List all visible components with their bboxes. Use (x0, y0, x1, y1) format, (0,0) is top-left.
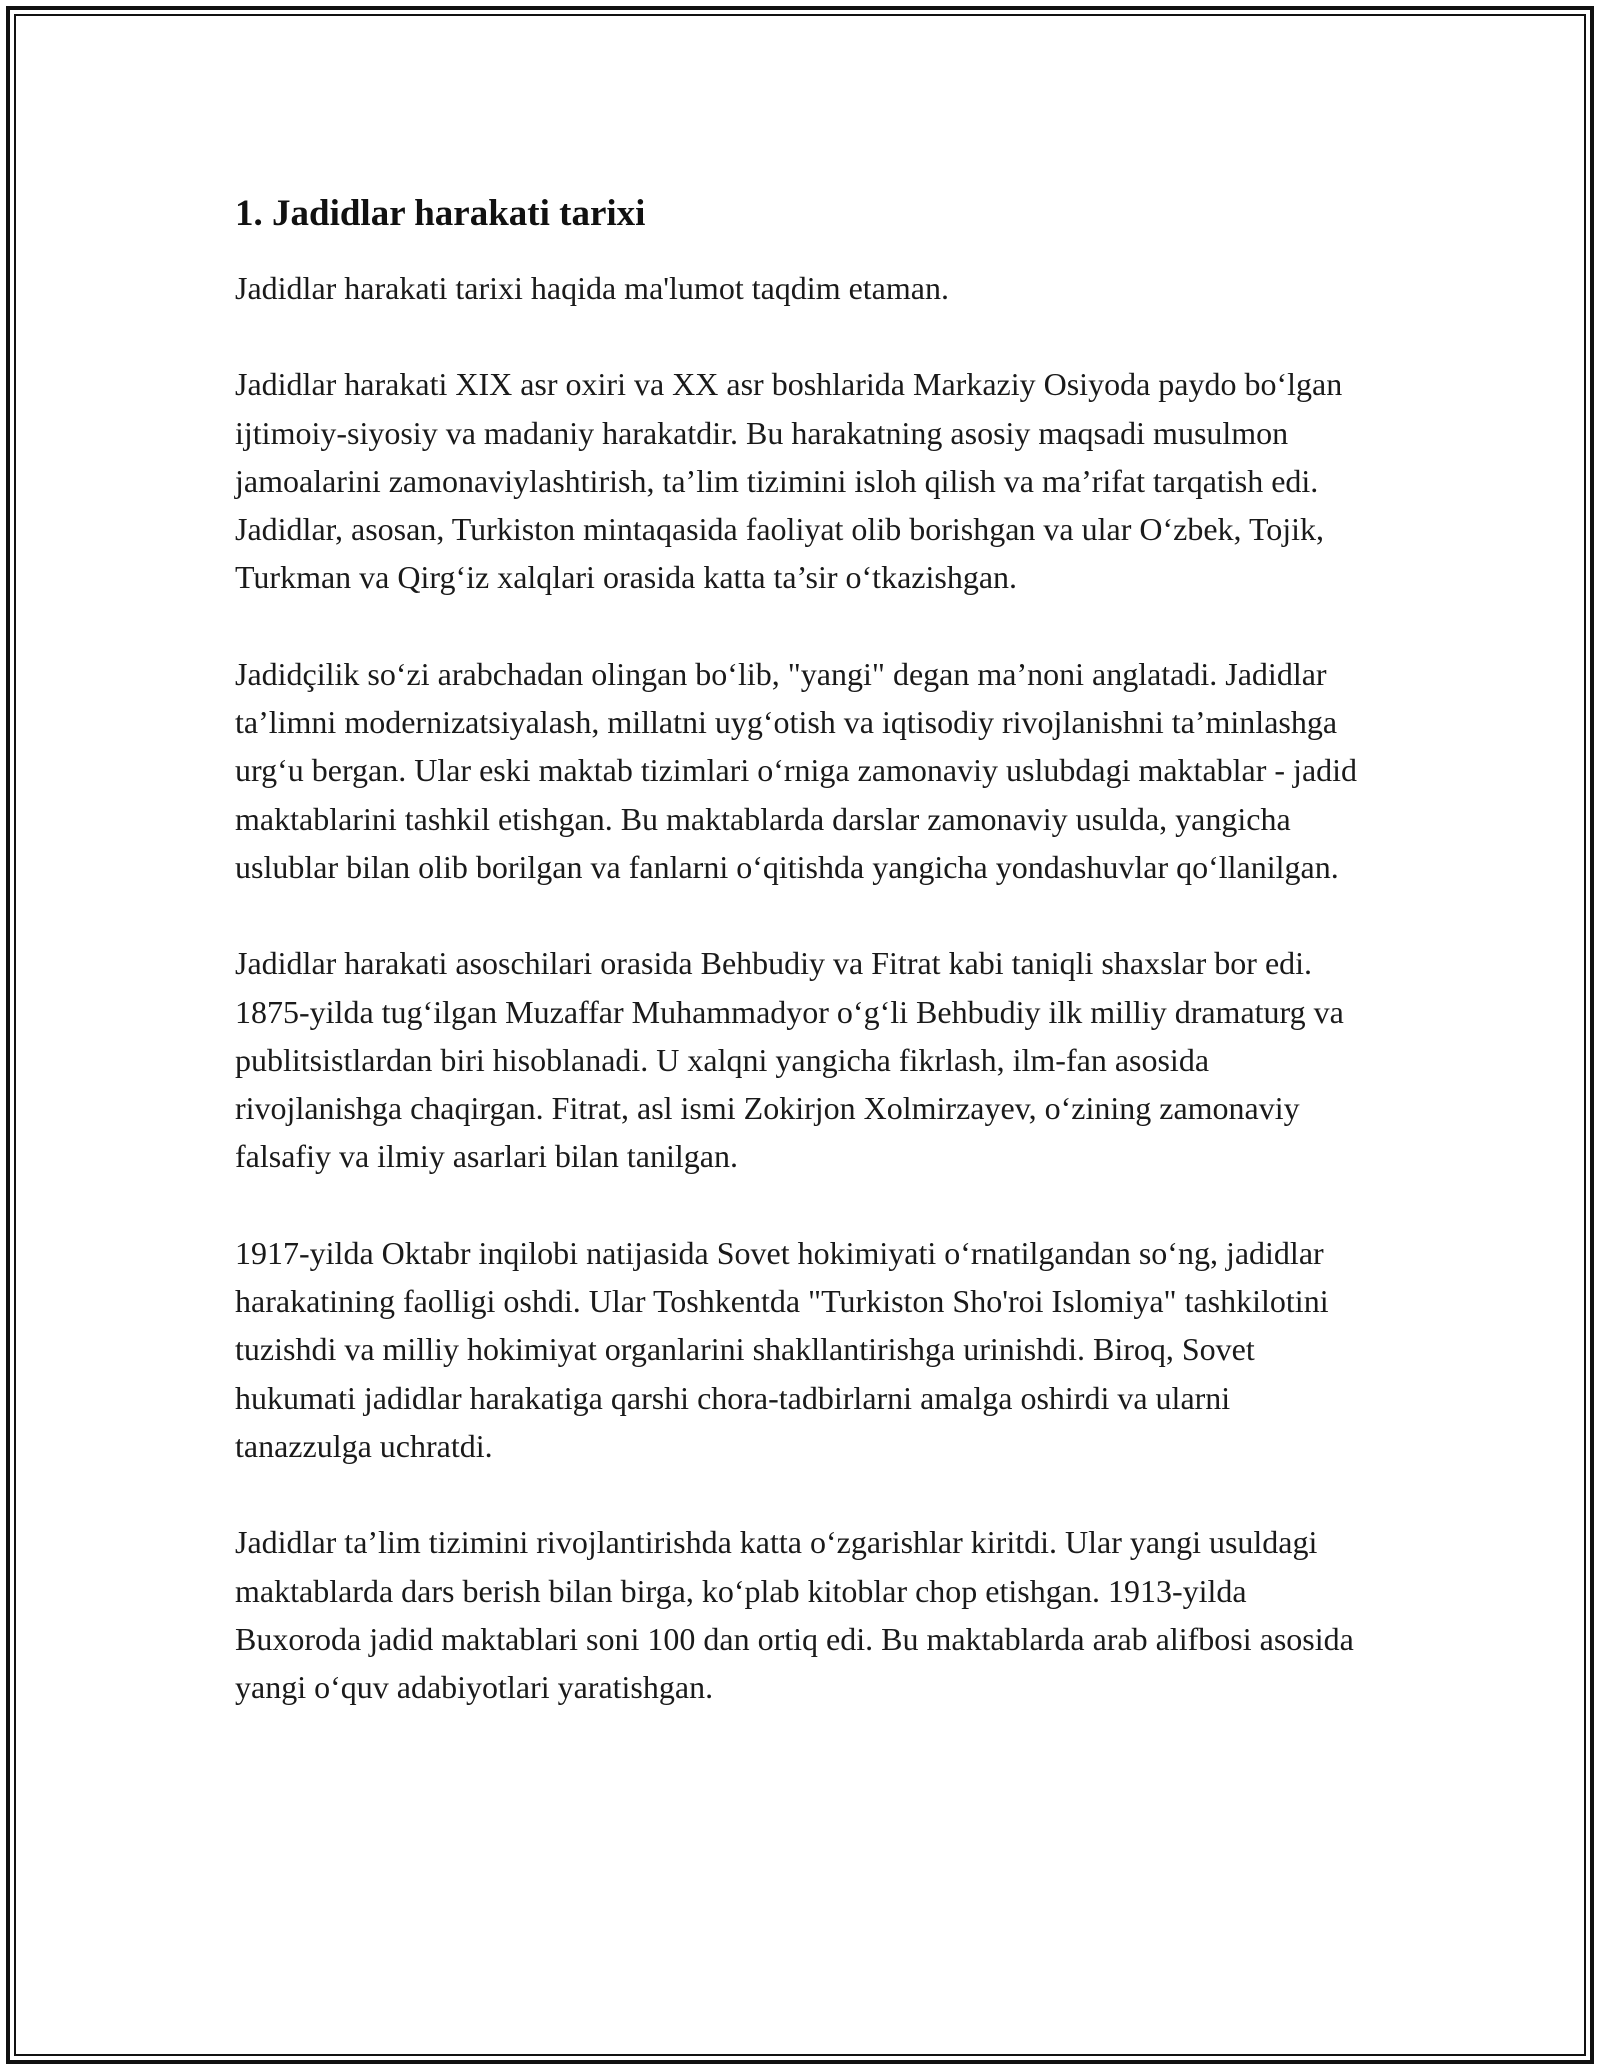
paragraph-soviet-era: 1917-yilda Oktabr inqilobi natijasida Sovet hokimiyati o‘rnatilgandan so‘ng, jadidlar harakatining faolligi oshdi. Ular Toshkentda "Turkiston Sho'roi Islomiya" tashkilotini tuzishdi va milliy hokimiyat organlarini shakllantirishga urinishdi. Biroq, Sovet hukumati jadidlar harakatiga qarshi chora-tadbirlarni amalga oshirdi va ularni tanazzulga uchratdi. (235, 1234, 1329, 1464)
document-title: 1. Jadidlar harakati tarixi (235, 193, 646, 234)
paragraph-origins: Jadidlar harakati XIX asr oxiri va XX asr boshlarida Markaziy Osiyoda paydo bo‘lgan ijtimoiy-siyosiy va madaniy harakatdir. Bu harakatning asosiy maqsadi musulmon jamoalarini zamonaviylashtirish, ta’lim tizimini isloh qilish va ma’rifat tarqatish edi. Jadidlar, asosan, Turkiston mintaqasida faoliyat olib borishgan va ular O‘zbek, Tojik, Turkman va Qirg‘iz xalqlari orasida katta ta’sir o‘tkazishgan. (235, 366, 1343, 596)
paragraph-intro: Jadidlar harakati tarixi haqida ma'lumot taqdim etaman. (235, 270, 949, 306)
paragraph-founders: Jadidlar harakati asoschilari orasida Behbudiy va Fitrat kabi taniqli shaxslar bor edi. 1875-yilda tug‘ilgan Muzaffar Muhammadyor o‘g‘li Behbudiy ilk milliy dramaturg va publitsistlardan biri hisoblanadi. U xalqni yangicha fikrlash, ilm-fan asosida rivojlanishga chaqirgan. Fitrat, asl ismi Zokirjon Xolmirzayev, o‘zining zamonaviy falsafiy va ilmiy asarlari bilan tanilgan. (235, 945, 1344, 1175)
document-body (235, 190, 1365, 1759)
paragraph-meaning: Jadidçilik so‘zi arabchadan olingan bo‘lib, "yangi" degan ma’noni anglatadi. Jadidlar ta’limni modernizatsiyalash, millatni uyg‘otish va iqtisodiy rivojlanishni ta’minlashga urg‘u bergan. Ular eski maktab tizimlari o‘rniga zamonaviy uslubdagi maktablar - jadid maktablarini tashkil etishgan. Bu maktablarda darslar zamonaviy usulda, yangicha uslublar bilan olib borilgan va fanlarni o‘qitishda yangicha yondashuvlar qo‘llanilgan. (235, 655, 1358, 885)
paragraph-education: Jadidlar ta’lim tizimini rivojlantirishda katta o‘zgarishlar kiritdi. Ular yangi usuldagi maktablarda dars berish bilan birga, ko‘plab kitoblar chop etishgan. 1913-yilda Buxoroda jadid maktablari soni 100 dan ortiq edi. Bu maktablarda arab alifbosi asosida yangi o‘quv adabiyotlari yaratishgan. (235, 1524, 1354, 1706)
